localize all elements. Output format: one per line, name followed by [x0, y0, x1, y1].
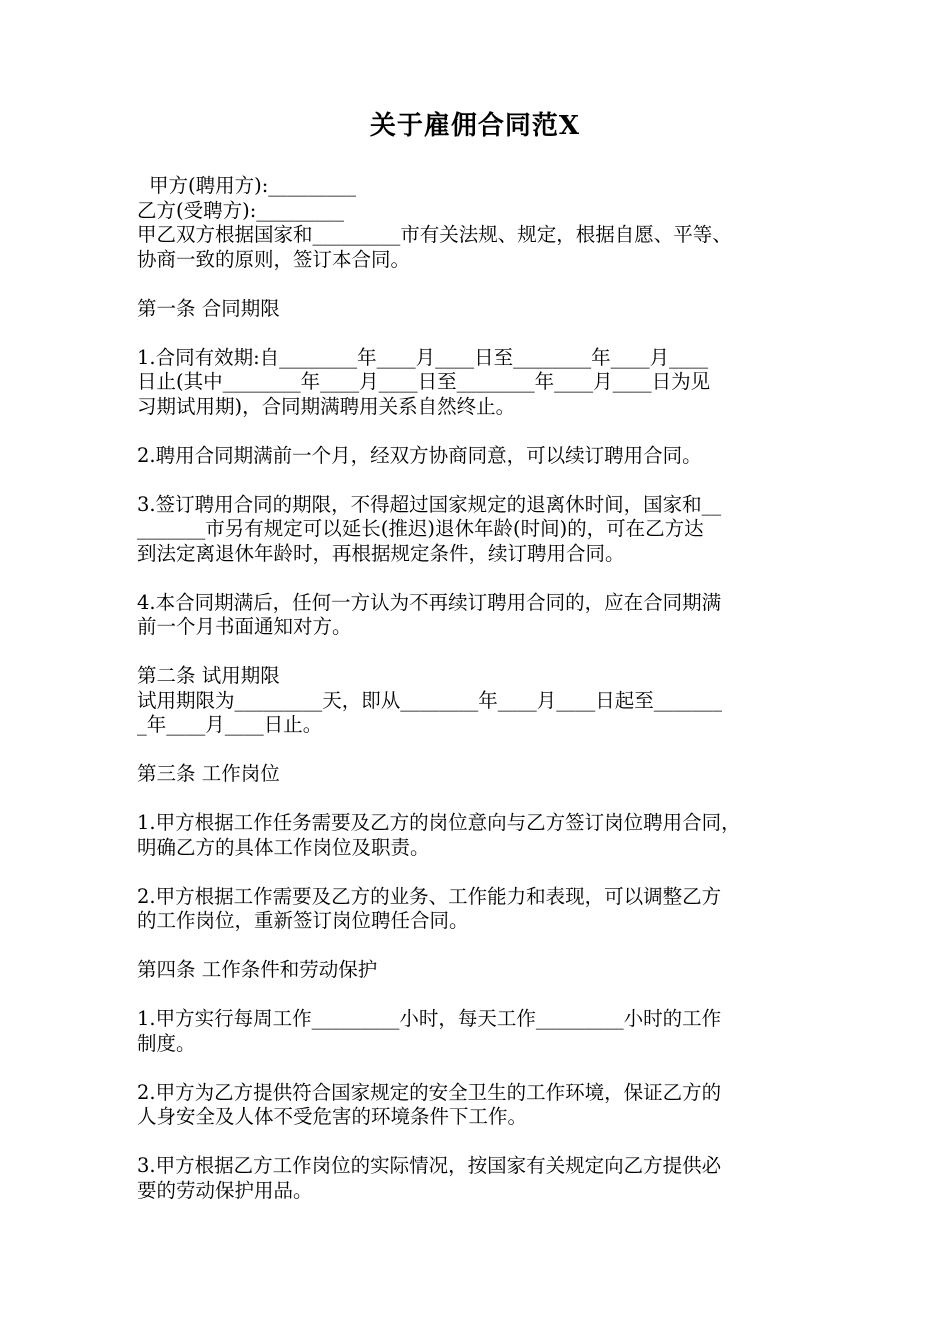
paragraph-gap [137, 1130, 837, 1155]
paragraph-gap [137, 934, 837, 959]
document-line: 的工作岗位，重新签订岗位聘任合同。 [137, 909, 469, 932]
document-line: 第一条 合同期限 [137, 296, 280, 320]
document-line: 1.甲方根据工作任务需要及乙方的岗位意向与乙方签订岗位聘用合同， [137, 811, 741, 834]
paragraph-gap [137, 738, 837, 763]
document-title: 关于雇佣合同范X [369, 111, 581, 141]
document-line: 甲方(聘用方):_________ [149, 174, 357, 197]
document-line: 2.甲方为乙方提供符合国家规定的安全卫生的工作环境，保证乙方的 [137, 1080, 722, 1104]
paragraph-gap [137, 860, 837, 885]
document-line: 4.本合同期满后，任何一方认为不再续订聘用合同的，应在合同期满 [137, 590, 722, 614]
paragraph-gap [137, 787, 837, 812]
paragraph-gap [137, 419, 837, 444]
document-line: 甲乙双方根据国家和_________市有关法规、规定，根据自愿、平等、 [137, 223, 732, 246]
document-line: 制度。 [137, 1031, 196, 1055]
document-line: 1.合同有效期:自________年____月____日至________年____月____ [137, 345, 709, 369]
document-line: 2.聘用合同期满前一个月，经双方协商同意，可以续订聘用合同。 [137, 443, 702, 467]
document-line: 到法定离退休年龄时，再根据规定条件，续订聘用合同。 [137, 541, 625, 565]
document-line: 要的劳动保护用品。 [137, 1178, 313, 1202]
document-line: 2.甲方根据工作需要及乙方的业务、工作能力和表现，可以调整乙方 [137, 884, 722, 908]
document-line: _______市另有规定可以延长(推迟)退休年龄(时间)的，可在乙方达 [137, 517, 704, 540]
document-line: 第三条 工作岗位 [137, 762, 280, 785]
paragraph-gap [137, 468, 837, 493]
document-line: 第二条 试用期限 [137, 664, 280, 687]
paragraph-gap [137, 321, 837, 346]
document-line: 人身安全及人体不受危害的环境条件下工作。 [137, 1105, 528, 1128]
document-line: _年____月____日止。 [137, 713, 323, 736]
paragraph-gap [137, 272, 837, 297]
paragraph-gap [137, 566, 837, 591]
document-line: 日止(其中________年____月____日至________年____月____日为见 [137, 370, 711, 393]
document-line: 乙方(受聘方):_________ [137, 198, 345, 222]
paragraph-gap [137, 1056, 837, 1081]
document-line: 试用期限为_________天，即从________年____月____日起至_______ [137, 688, 723, 712]
document-line: 习期试用期)，合同期满聘用关系自然终止。 [137, 394, 516, 418]
document-line: 3.甲方根据乙方工作岗位的实际情况，按国家有关规定向乙方提供必 [137, 1154, 722, 1177]
paragraph-gap [137, 983, 837, 1008]
document-body [137, 174, 837, 1203]
document-line: 前一个月书面通知对方。 [137, 615, 352, 638]
document-line: 明确乙方的具体工作岗位及职责。 [137, 835, 430, 859]
document-line: 协商一致的原则，签订本合同。 [137, 247, 411, 271]
document-line: 3.签订聘用合同的期限，不得超过国家规定的退离休时间，国家和__ [137, 492, 722, 516]
paragraph-gap [137, 640, 837, 665]
document-line: 第四条 工作条件和劳动保护 [137, 958, 378, 981]
document-line: 1.甲方实行每周工作_________小时，每天工作_________小时的工作 [137, 1007, 722, 1030]
